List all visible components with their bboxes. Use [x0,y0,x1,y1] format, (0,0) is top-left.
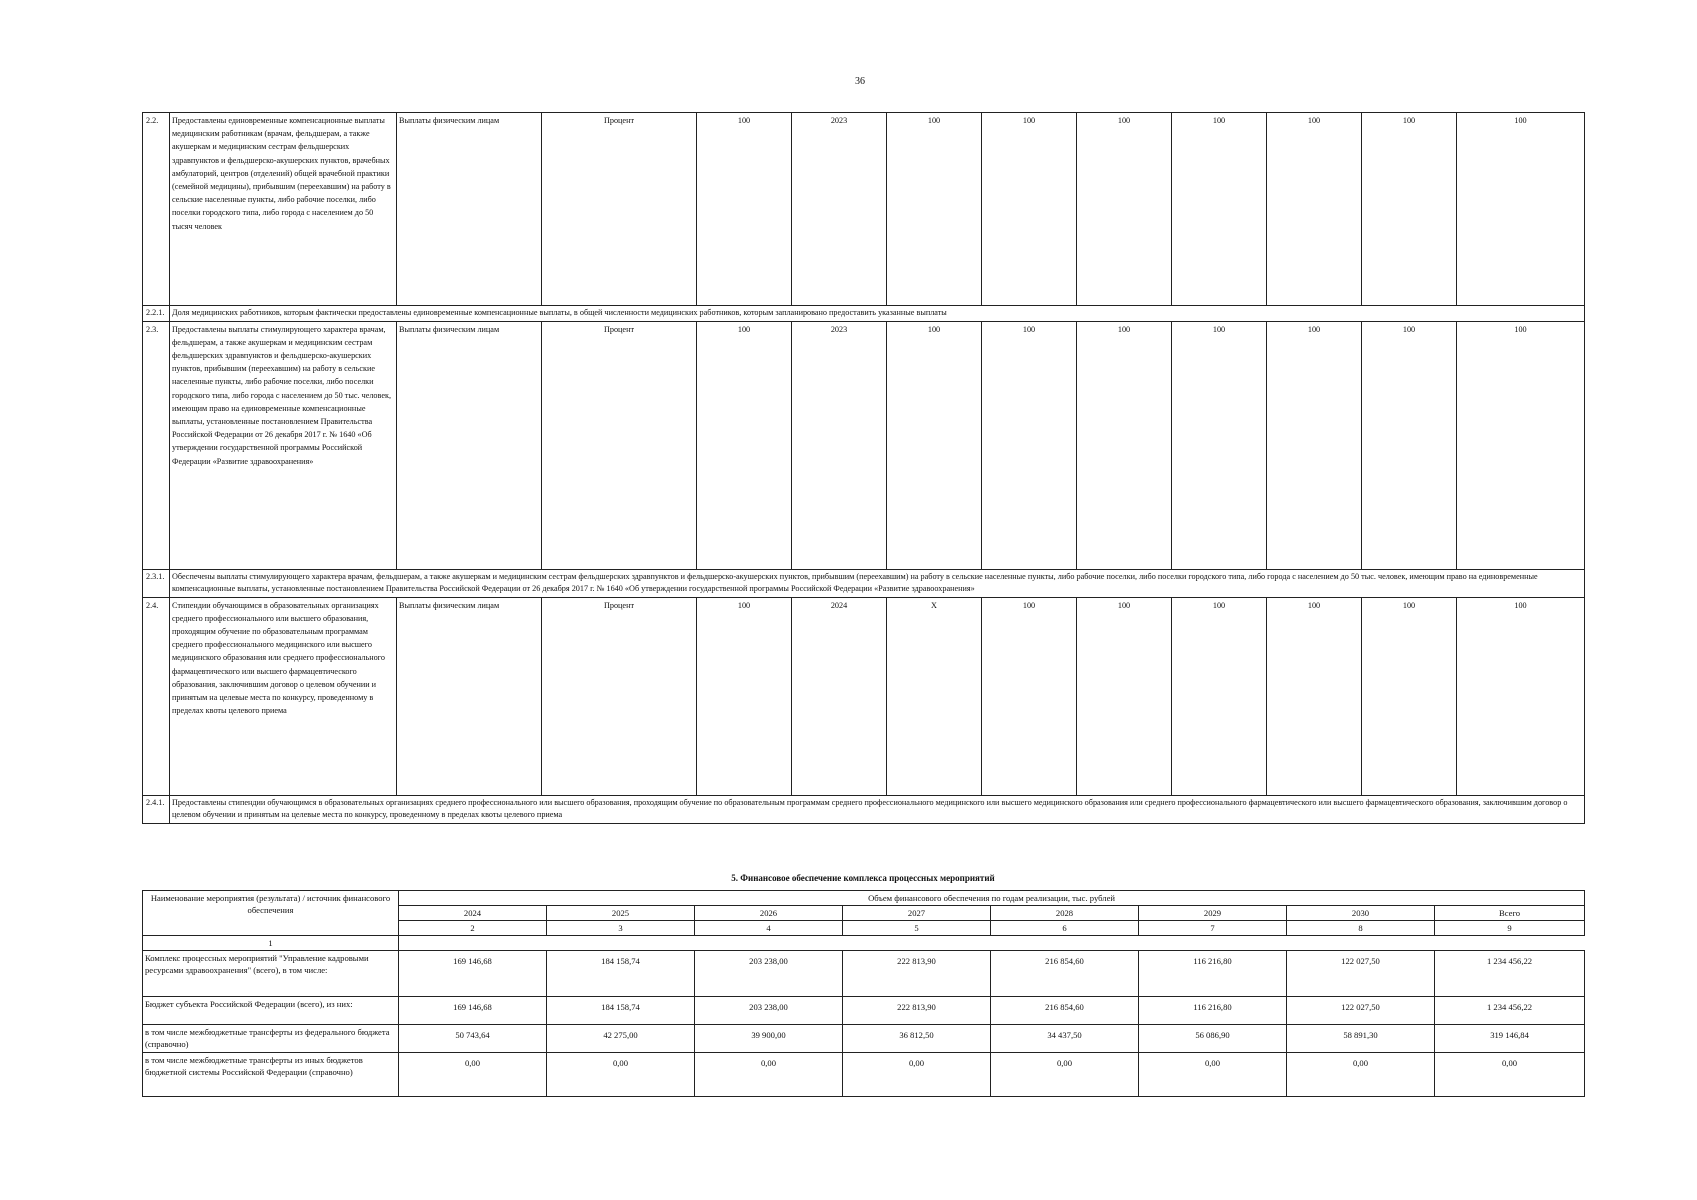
subindicator-number: 2.2.1. [143,306,170,322]
finance-year-header: 2028 [991,906,1139,921]
finance-value: 216 854,60 [991,997,1139,1025]
finance-row [143,951,1585,997]
indicator-year-value: 100 [1267,321,1362,569]
finance-column-number: 6 [991,921,1139,936]
finance-value: 39 900,00 [695,1025,843,1053]
indicator-year-value: 100 [1457,321,1585,569]
indicator-row [143,321,1585,569]
indicator-unit: Процент [542,321,697,569]
finance-value: 122 027,50 [1287,997,1435,1025]
finance-year-header: 2025 [547,906,695,921]
finance-value: 222 813,90 [843,997,991,1025]
finance-value: 319 146,84 [1435,1025,1585,1053]
finance-value: 58 891,30 [1287,1025,1435,1053]
indicator-base-value: 100 [697,113,792,306]
finance-value: 1 234 456,22 [1435,951,1585,997]
finance-section-title: 5. Финансовое обеспечение комплекса процессных мероприятий [731,873,995,883]
finance-value: 36 812,50 [843,1025,991,1053]
finance-year-header: 2029 [1139,906,1287,921]
indicator-year-value: 100 [1457,597,1585,795]
indicator-base-year: 2024 [792,597,887,795]
finance-value: 116 216,80 [1139,951,1287,997]
finance-value: 122 027,50 [1287,951,1435,997]
finance-value: 0,00 [547,1053,695,1097]
finance-value: 116 216,80 [1139,997,1287,1025]
indicator-type: Выплаты физическим лицам [397,321,542,569]
finance-value: 203 238,00 [695,951,843,997]
finance-value: 0,00 [991,1053,1139,1097]
finance-year-header: 2030 [1287,906,1435,921]
finance-value: 216 854,60 [991,951,1139,997]
finance-value: 184 158,74 [547,997,695,1025]
finance-value: 0,00 [1139,1053,1287,1097]
subindicator-description: Предоставлены стипендии обучающимся в образовательных организациях среднего профессионального или высшего образования, проходящим обучение по образовательным программам среднего профессионального медицинского или высшего медицинского образования или среднего профессионального фармацевтического или высшего фармацевтического образования, заключившим договор о целевом обучении и принятым на целевые места по конкурсу, проведенному в пределах квоты целевого приема [170,795,1585,823]
indicator-description: Стипендии обучающимся в образовательных организациях среднего профессионального или высшего образования, проходящим обучение по образовательным программам среднего профессионального медицинского или высшего медицинского образования или среднего профессионального фармацевтического или высшего фармацевтического образования, заключившим договор о целевом обучении и принятым на целевые места по конкурсу, проведенному в пределах квоты целевого приема [170,597,397,795]
indicator-year-value: 100 [1267,597,1362,795]
indicator-base-year: 2023 [792,113,887,306]
finance-row [143,1053,1585,1097]
subindicator-number: 2.3.1. [143,569,170,597]
indicator-year-value: 100 [1077,321,1172,569]
indicator-year-value: Х [887,597,982,795]
finance-column-number: 5 [843,921,991,936]
subindicator-description: Доля медицинских работников, которым фактически предоставлены единовременные компенсационные выплаты, в общей численности медицинских работников, которым запланировано предоставить указанные выплаты [170,306,1585,322]
finance-value: 1 234 456,22 [1435,997,1585,1025]
indicator-base-value: 100 [697,321,792,569]
indicator-year-value: 100 [1457,113,1585,306]
indicator-number: 2.3. [143,321,170,569]
indicator-description: Предоставлены выплаты стимулирующего характера врачам, фельдшерам, а также акушеркам и медицинским сестрам фельдшерских здравпунктов и фельдшерско-акушерских пунктов, прибывшим (переехавшим) на работу в сельские населенные пункты, либо рабочие поселки, либо поселки городского типа, либо города с населением до 50 тыс. человек, имеющим право на единовременные компенсационные выплаты, установленные постановлением Правительства Российской Федерации от 26 декабря 2017 г. № 1640 «Об утверждении государственной программы Российской Федерации «Развитие здравоохранения» [170,321,397,569]
finance-column-number: 2 [399,921,547,936]
indicator-year-value: 100 [887,113,982,306]
finance-row-name: Бюджет субъекта Российской Федерации (всего), из них: [143,997,399,1025]
finance-column-number: 4 [695,921,843,936]
indicator-year-value: 100 [1267,113,1362,306]
finance-name-header: Наименование мероприятия (результата) / источник финансового обеспечения [143,891,399,936]
finance-value: 0,00 [1287,1053,1435,1097]
finance-column-number: 9 [1435,921,1585,936]
finance-column-number: 1 [143,936,399,951]
indicator-year-value: 100 [1172,321,1267,569]
finance-value: 169 146,68 [399,997,547,1025]
indicator-row [143,597,1585,795]
finance-year-header: 2027 [843,906,991,921]
indicator-description: Предоставлены единовременные компенсационные выплаты медицинским работникам (врачам, фельдшерам, а также акушеркам и медицинским сестрам фельдшерских здравпунктов и фельдшерско-акушерских пунктов, врачебных амбулаторий, центров (отделений) общей врачебной практики (семейной медицины), прибывшим (переехавшим) на работу в сельские населенные пункты, либо рабочие поселки, либо поселки городского типа, либо города с населением до 50 тысяч человек [170,113,397,306]
indicator-year-value: 100 [982,597,1077,795]
indicator-year-value: 100 [982,321,1077,569]
indicator-number: 2.2. [143,113,170,306]
finance-value: 203 238,00 [695,997,843,1025]
indicator-unit: Процент [542,113,697,306]
finance-column-number: 7 [1139,921,1287,936]
finance-row-name: в том числе межбюджетные трансферты из федерального бюджета (справочно) [143,1025,399,1053]
finance-value: 222 813,90 [843,951,991,997]
finance-row [143,997,1585,1025]
finance-column-number: 8 [1287,921,1435,936]
indicator-year-value: 100 [1362,113,1457,306]
finance-row-name: в том числе межбюджетные трансферты из иных бюджетов бюджетной системы Российской Федерации (справочно) [143,1053,399,1097]
indicator-year-value: 100 [1362,321,1457,569]
subindicator-number: 2.4.1. [143,795,170,823]
finance-row [143,1025,1585,1053]
indicator-row [143,113,1585,306]
indicator-subrow [143,569,1585,597]
finance-value: 184 158,74 [547,951,695,997]
indicator-year-value: 100 [982,113,1077,306]
finance-table [142,890,1585,1097]
finance-value: 56 086,90 [1139,1025,1287,1053]
indicator-subrow [143,795,1585,823]
page-number: 36 [855,76,865,87]
subindicator-description: Обеспечены выплаты стимулирующего характера врачам, фельдшерам, а также акушеркам и медицинским сестрам фельдшерских здравпунктов и фельдшерско-акушерских пунктов, прибывшим (переехавшим) на работу в сельские населенные пункты, либо рабочие поселки, либо поселки городского типа, либо города с населением до 50 тыс. человек, имеющим право на единовременные компенсационные выплаты, установленные постановлением Правительства Российской Федерации от 26 декабря 2017 г. № 1640 «Об утверждении государственной программы Российской Федерации «Развитие здравоохранения» [170,569,1585,597]
finance-year-header: Всего [1435,906,1585,921]
finance-volume-header: Объем финансового обеспечения по годам реализации, тыс. рублей [399,891,1585,906]
indicator-year-value: 100 [1172,113,1267,306]
finance-column-number: 3 [547,921,695,936]
finance-value: 0,00 [399,1053,547,1097]
finance-value: 0,00 [843,1053,991,1097]
indicator-type: Выплаты физическим лицам [397,597,542,795]
indicator-base-value: 100 [697,597,792,795]
indicator-year-value: 100 [887,321,982,569]
finance-value: 0,00 [1435,1053,1585,1097]
indicator-year-value: 100 [1172,597,1267,795]
finance-value: 42 275,00 [547,1025,695,1053]
finance-row-name: Комплекс процессных мероприятий "Управление кадровыми ресурсами здравоохранения" (всего), в том числе: [143,951,399,997]
indicator-year-value: 100 [1077,597,1172,795]
finance-value: 0,00 [695,1053,843,1097]
indicator-unit: Процент [542,597,697,795]
finance-value: 34 437,50 [991,1025,1139,1053]
indicator-subrow [143,306,1585,322]
indicator-year-value: 100 [1362,597,1457,795]
indicators-table [142,112,1585,824]
indicator-base-year: 2023 [792,321,887,569]
indicator-year-value: 100 [1077,113,1172,306]
indicator-number: 2.4. [143,597,170,795]
finance-year-header: 2026 [695,906,843,921]
indicator-type: Выплаты физическим лицам [397,113,542,306]
finance-value: 169 146,68 [399,951,547,997]
finance-value: 50 743,64 [399,1025,547,1053]
finance-year-header: 2024 [399,906,547,921]
